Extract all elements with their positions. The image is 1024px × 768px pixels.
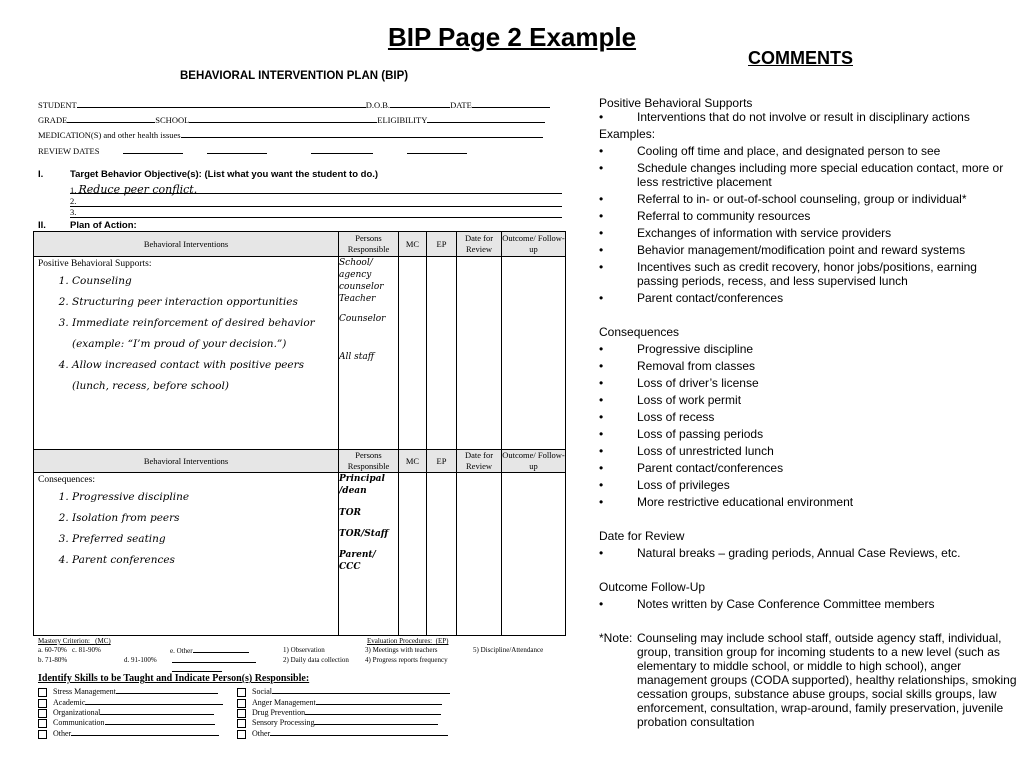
skill-item[interactable] bbox=[237, 686, 450, 697]
bullet-icon: • bbox=[599, 444, 604, 458]
list-item bbox=[599, 192, 1017, 206]
list-item bbox=[599, 161, 1017, 189]
list-item bbox=[599, 209, 1017, 223]
comments-panel bbox=[599, 96, 1017, 729]
evaluation-5: 5) Discipline/Attendance bbox=[473, 646, 544, 654]
th-interventions: Behavioral Interventions bbox=[34, 232, 339, 257]
grade-field[interactable] bbox=[67, 114, 155, 123]
evaluation-4: 4) Progress reports frequency bbox=[365, 656, 448, 664]
skills-title: Identify Skills to be Taught and Indicate Person(s) Responsible: bbox=[38, 673, 310, 684]
positive-persons-cell[interactable] bbox=[339, 257, 399, 450]
list-item bbox=[599, 461, 1017, 475]
consequences-outcome-cell[interactable] bbox=[502, 473, 566, 636]
list-item bbox=[599, 597, 1017, 611]
bullet-icon: • bbox=[599, 161, 604, 175]
positive-heading: Positive Behavioral Supports: bbox=[38, 259, 152, 269]
list-item bbox=[599, 546, 1017, 560]
bullet-icon: • bbox=[599, 291, 604, 305]
list-item bbox=[599, 478, 1017, 492]
list-item-text: Referral to community resources bbox=[637, 209, 811, 223]
list-item bbox=[599, 495, 1017, 509]
objective-1-number: 1. bbox=[70, 185, 77, 195]
bullet-icon: • bbox=[599, 461, 604, 475]
list-item: 4. Parent conferences bbox=[72, 550, 338, 571]
comments-outcome-heading: Outcome Follow-Up bbox=[599, 580, 706, 594]
th-date-review: Date for Review bbox=[457, 450, 502, 473]
th-ep: EP bbox=[427, 450, 457, 473]
evaluation-3: 3) Meetings with teachers bbox=[365, 646, 438, 654]
skill-label: Anger Management bbox=[252, 698, 316, 707]
evaluation-1: 1) Observation bbox=[283, 646, 325, 654]
person-entry: All staff bbox=[339, 352, 375, 362]
consequences-mc-cell[interactable] bbox=[399, 473, 427, 636]
medication-label: MEDICATION(S) and other health issues bbox=[38, 130, 181, 140]
evaluation-title-text: Evaluation Procedures: bbox=[367, 637, 433, 645]
list-item bbox=[599, 376, 1017, 390]
list-item bbox=[599, 444, 1017, 458]
evaluation-2: 2) Daily data collection bbox=[283, 656, 349, 664]
positive-mc-cell[interactable] bbox=[399, 257, 427, 450]
list-item bbox=[599, 342, 1017, 356]
date-label: DATE bbox=[450, 100, 472, 110]
positive-supports-table bbox=[33, 231, 566, 450]
list-item: 2. Isolation from peers bbox=[72, 508, 338, 529]
mastery-a: a. 60-70% bbox=[38, 646, 67, 654]
consequences-date-cell[interactable] bbox=[457, 473, 502, 636]
consequences-heading: Consequences: bbox=[38, 475, 95, 485]
list-item-text: Parent contact/conferences bbox=[637, 291, 784, 305]
list-item-text: Loss of work permit bbox=[637, 393, 742, 407]
person-entry: School/ agency counselor bbox=[339, 258, 384, 292]
consequences-persons-cell[interactable] bbox=[339, 473, 399, 636]
objective-1[interactable] bbox=[70, 183, 562, 194]
list-item: 2. Structuring peer interaction opportunities bbox=[72, 292, 338, 313]
positive-interventions-cell[interactable] bbox=[34, 257, 339, 450]
review-date-field-3[interactable] bbox=[311, 145, 373, 154]
list-item bbox=[599, 427, 1017, 441]
list-item bbox=[599, 291, 1017, 305]
list-item-text: Loss of privileges bbox=[637, 478, 730, 492]
school-label: SCHOOL bbox=[155, 115, 190, 125]
list-item-text: Progressive discipline bbox=[637, 342, 754, 356]
list-item bbox=[599, 260, 1017, 288]
mastery-other-line[interactable] bbox=[172, 656, 256, 665]
mastery-e-text: e. Other bbox=[170, 647, 193, 655]
th-mc: MC bbox=[399, 232, 427, 257]
skill-label: Sensory Processing bbox=[252, 718, 315, 727]
consequences-ep-cell[interactable] bbox=[427, 473, 457, 636]
list-item-text: Notes written by Case Conference Committee members bbox=[637, 597, 935, 611]
section-1-number: I. bbox=[38, 169, 44, 180]
review-dates-row bbox=[38, 145, 562, 156]
comments-note bbox=[599, 631, 1017, 729]
list-item: 1. Counseling bbox=[72, 271, 338, 292]
eligibility-label: ELIGIBILITY bbox=[377, 115, 428, 125]
objective-1-text: Reduce peer conflict. bbox=[78, 183, 198, 196]
note-label: *Note: bbox=[599, 631, 633, 645]
list-item: 1. Progressive discipline bbox=[72, 487, 338, 508]
bullet-icon: • bbox=[599, 226, 604, 240]
grade-row bbox=[38, 114, 562, 125]
student-label: STUDENT bbox=[38, 100, 77, 110]
comments-date-review-heading: Date for Review bbox=[599, 529, 685, 543]
list-item: 4. Allow increased contact with positive peers (lunch, recess, before school) bbox=[72, 355, 338, 397]
mastery-e bbox=[170, 646, 249, 655]
consequences-table bbox=[33, 449, 566, 636]
comments-title: COMMENTS bbox=[748, 48, 853, 68]
skill-label: Other bbox=[53, 729, 72, 738]
list-item-text: Parent contact/conferences bbox=[637, 461, 784, 475]
th-outcome: Outcome/ Follow-up bbox=[502, 232, 566, 257]
person-entry: TOR/Staff bbox=[339, 529, 389, 539]
comments-examples-heading: Examples: bbox=[599, 127, 656, 141]
positive-date-cell[interactable] bbox=[457, 257, 502, 450]
list-item bbox=[599, 144, 1017, 158]
th-persons: Persons Responsible bbox=[339, 232, 399, 257]
bullet-icon: • bbox=[599, 393, 604, 407]
checkbox[interactable] bbox=[237, 688, 246, 697]
th-interventions: Behavioral Interventions bbox=[34, 450, 339, 473]
person-entry: Teacher bbox=[339, 294, 376, 304]
consequences-list bbox=[34, 487, 338, 571]
skill-label: Drug Prevention bbox=[252, 708, 306, 717]
bullet-icon: • bbox=[599, 144, 604, 158]
list-item bbox=[599, 410, 1017, 424]
evaluation-title bbox=[367, 637, 448, 645]
review-date-field-2[interactable] bbox=[207, 145, 267, 154]
positive-outcome-cell[interactable] bbox=[502, 257, 566, 450]
date-field[interactable] bbox=[472, 99, 550, 108]
checkbox[interactable] bbox=[38, 730, 47, 739]
bullet-icon: • bbox=[599, 260, 604, 274]
objective-2[interactable] bbox=[70, 196, 562, 207]
list-item-text: Exchanges of information with service providers bbox=[637, 226, 892, 240]
review-dates-label: REVIEW DATES bbox=[38, 146, 100, 156]
skill-label: Other bbox=[252, 729, 271, 738]
person-entry: Principal /dean bbox=[339, 474, 385, 496]
mastery-title-text: Mastery Criterion: bbox=[38, 637, 90, 645]
mastery-c: c. 81-90% bbox=[72, 646, 101, 654]
bullet-icon: • bbox=[599, 342, 604, 356]
objective-2-number: 2. bbox=[70, 196, 77, 206]
section-2-label: Plan of Action: bbox=[70, 220, 137, 231]
mastery-other-field[interactable] bbox=[193, 646, 249, 653]
list-item-text: Loss of unrestricted lunch bbox=[637, 444, 774, 458]
positive-list bbox=[34, 271, 338, 397]
th-persons: Persons Responsible bbox=[339, 450, 399, 473]
bullet-icon: • bbox=[599, 376, 604, 390]
bullet-icon: • bbox=[599, 243, 604, 257]
bullet-icon: • bbox=[599, 495, 604, 509]
bullet-icon: • bbox=[599, 192, 604, 206]
th-ep: EP bbox=[427, 232, 457, 257]
th-outcome: Outcome/ Follow-up bbox=[502, 450, 565, 471]
list-item-text: Loss of driver’s license bbox=[637, 376, 759, 390]
student-field[interactable] bbox=[77, 99, 366, 108]
skill-label: Stress Management bbox=[53, 687, 116, 696]
list-item-text: Loss of passing periods bbox=[637, 427, 764, 441]
bullet-icon: • bbox=[599, 110, 604, 124]
th-mc: MC bbox=[399, 450, 427, 473]
student-row bbox=[38, 99, 562, 110]
skill-item[interactable] bbox=[237, 717, 438, 728]
medication-field[interactable] bbox=[181, 129, 543, 138]
bip-form-title: BEHAVIORAL INTERVENTION PLAN (BIP) bbox=[180, 70, 409, 82]
skill-label: Social bbox=[252, 687, 272, 696]
list-item bbox=[599, 226, 1017, 240]
skill-label: Organizational bbox=[53, 708, 101, 717]
section-1-label: Target Behavior Objective(s): (List what you want the student to do.) bbox=[70, 169, 379, 180]
bullet-icon: • bbox=[599, 209, 604, 223]
page-title: BIP Page 2 Example bbox=[387, 22, 637, 52]
positive-ep-cell[interactable] bbox=[427, 257, 457, 450]
bullet-icon: • bbox=[599, 597, 604, 611]
list-item-text: Interventions that do not involve or result in disciplinary actions bbox=[637, 110, 970, 124]
objective-3-number: 3. bbox=[70, 207, 77, 217]
skill-label: Academic bbox=[53, 698, 86, 707]
skill-item[interactable] bbox=[38, 728, 219, 739]
mastery-title bbox=[38, 637, 111, 645]
list-item bbox=[599, 393, 1017, 407]
bullet-icon: • bbox=[599, 427, 604, 441]
section-2-number: II. bbox=[38, 220, 46, 231]
list-item-text: Behavior management/modification point and reward systems bbox=[637, 243, 966, 257]
review-date-field-1[interactable] bbox=[123, 145, 183, 154]
list-item-text: More restrictive educational environment bbox=[637, 495, 854, 509]
list-item bbox=[599, 110, 1017, 124]
consequences-interventions-cell[interactable] bbox=[34, 473, 339, 636]
list-item: 3. Preferred seating bbox=[72, 529, 338, 550]
checkbox[interactable] bbox=[38, 719, 47, 728]
checkbox[interactable] bbox=[237, 730, 246, 739]
comments-consequences-heading: Consequences bbox=[599, 325, 680, 339]
list-item-text: Cooling off time and place, and designated person to see bbox=[637, 144, 941, 158]
note-text: Counseling may include school staff, outside agency staff, individual, group, transition group for incoming students to a new level (such as elementary to middle school, or middle to high school), anger management groups (CODA supported), healthy relationships, smoking cessation groups, substance abuse groups, social skills groups, law enforcement, consultation, wrap-around, family preservation, juvenile probation consultation bbox=[637, 631, 1017, 729]
school-field[interactable] bbox=[189, 114, 377, 123]
list-item bbox=[599, 359, 1017, 373]
mastery-d: d. 91-100% bbox=[124, 656, 157, 664]
skill-item[interactable] bbox=[38, 686, 218, 697]
mastery-b: b. 71-80% bbox=[38, 656, 68, 664]
list-item-text: Referral to in- or out-of-school counseling, group or individual* bbox=[637, 192, 967, 206]
list-item: 3. Immediate reinforcement of desired behavior (example: “I’m proud of your decision.”) bbox=[72, 313, 338, 355]
evaluation-abbr: (EP) bbox=[435, 637, 449, 645]
person-entry: Counselor bbox=[339, 314, 386, 324]
skill-item[interactable] bbox=[237, 728, 448, 739]
objective-3[interactable] bbox=[70, 207, 562, 218]
bullet-icon: • bbox=[599, 546, 604, 560]
th-date-review: Date for Review bbox=[457, 232, 502, 257]
bullet-icon: • bbox=[599, 410, 604, 424]
medication-row bbox=[38, 129, 562, 140]
dob-field[interactable] bbox=[390, 99, 450, 108]
grade-label: GRADE bbox=[38, 115, 68, 125]
bullet-icon: • bbox=[599, 478, 604, 492]
list-item bbox=[599, 243, 1017, 257]
list-item-text: Removal from classes bbox=[637, 359, 756, 373]
list-item-text: Incentives such as credit recovery, honor jobs/positions, earning passing periods, recess, and less supervised lunch bbox=[637, 260, 977, 288]
person-entry: TOR bbox=[339, 508, 362, 518]
checkbox[interactable] bbox=[237, 719, 246, 728]
eligibility-field[interactable] bbox=[427, 114, 545, 123]
comments-positive-heading: Positive Behavioral Supports bbox=[599, 96, 753, 110]
dob-label: D.O.B. bbox=[365, 100, 391, 110]
mastery-abbr: (MC) bbox=[95, 637, 111, 645]
skill-item[interactable] bbox=[38, 717, 215, 728]
list-item-text: Loss of recess bbox=[637, 410, 715, 424]
list-item-text: Schedule changes including more special education contact, more or less restrictive placement bbox=[637, 161, 1004, 189]
person-entry: Parent/ CCC bbox=[339, 550, 376, 572]
review-date-field-4[interactable] bbox=[407, 145, 467, 154]
bullet-icon: • bbox=[599, 359, 604, 373]
skill-label: Communication bbox=[53, 718, 105, 727]
list-item-text: Natural breaks – grading periods, Annual Case Reviews, etc. bbox=[637, 546, 961, 560]
checkbox[interactable] bbox=[38, 688, 47, 697]
